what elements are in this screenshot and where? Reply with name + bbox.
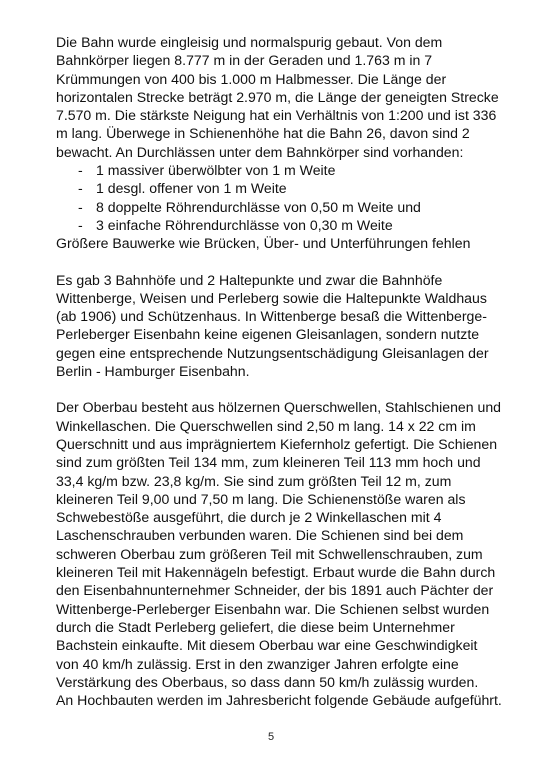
text-line: 33,4 kg/m bzw. 23,8 kg/m. Sie sind zum größten Teil 12 m, zum	[56, 472, 452, 489]
text-line: An Hochbauten werden im Jahresbericht folgende Gebäude aufgeführt.	[56, 692, 502, 709]
page-number: 5	[267, 731, 275, 743]
text-line: Querschnitt und aus imprägniertem Kiefernholz gefertigt. Die Schienen	[56, 435, 498, 452]
list-item	[56, 216, 526, 234]
text-line: bewacht. An Durchlässen unter dem Bahnkörper sind vorhanden:	[56, 143, 464, 160]
document-page	[56, 33, 526, 709]
list-dash: -	[78, 198, 83, 215]
list-item	[56, 198, 526, 216]
text-line: durch die Stadt Perleberg geliefert, die diese beim Unternehmer	[56, 618, 455, 635]
list-item-text: 1 desgl. offener von 1 m Weite	[96, 180, 287, 197]
list-item	[56, 179, 526, 197]
text-line: von 40 km/h zulässig. Erst in den zwanziger Jahren erfolgte eine	[56, 655, 459, 672]
text-line: Die Bahn wurde eingleisig und normalspurig gebaut. Von dem	[56, 34, 443, 50]
text-line: Laschenschrauben verbunden waren. Die Schienen sind bei dem	[56, 527, 464, 544]
text-line: gegen eine entsprechende Nutzungsentschädigung Gleisanlagen der	[56, 344, 489, 361]
text-line: Wittenberge-Perleberger Eisenbahn war. Die Schienen selbst wurden	[56, 600, 490, 617]
text-line: Es gab 3 Bahnhöfe und 2 Haltepunkte und zwar die Bahnhöfe	[56, 271, 443, 288]
text-line: Der Oberbau besteht aus hölzernen Querschwellen, Stahlschienen und	[56, 399, 502, 416]
list-dash: -	[78, 162, 83, 179]
paragraph-gap	[56, 380, 526, 398]
text-line: Winkellaschen. Die Querschwellen sind 2,50 m lang. 14 x 22 cm im	[56, 417, 476, 434]
text-line: (ab 1906) und Schützenhaus. In Wittenberge besaß die Wittenberge-	[56, 308, 487, 325]
list-dash: -	[78, 180, 83, 197]
text-line: Größere Bauwerke wie Brücken, Über- und Unterführungen fehlen	[56, 235, 471, 252]
text-line: kleineren Teil mit Hakennägeln befestigt. Erbaut wurde die Bahn durch	[56, 564, 496, 581]
paragraph-track-details	[56, 33, 526, 161]
list-item-text: 1 massiver überwölbter von 1 m Weite	[96, 162, 336, 179]
list-dash: -	[78, 216, 83, 233]
text-line: sind zum größten Teil 134 mm, zum kleineren Teil 113 mm hoch und	[56, 454, 481, 471]
paragraph-closing	[56, 234, 526, 252]
text-line: Krümmungen von 400 bis 1.000 m Halbmesser. Die Länge der	[56, 70, 447, 87]
list-item-text: 3 einfache Röhrendurchlässe von 0,30 m Weite	[96, 216, 393, 233]
text-line: schweren Oberbau zum größeren Teil mit Schwellenschrauben, zum	[56, 545, 483, 562]
text-line: Verstärkung des Oberbaus, so dass dann 50 km/h zulässig wurden.	[56, 673, 479, 690]
paragraph-stations	[56, 271, 526, 381]
text-line: den Eisenbahnunternehmer Schneider, der bis 1891 auch Pächter der	[56, 582, 494, 599]
paragraph-gap	[56, 253, 526, 271]
paragraph-superstructure	[56, 398, 526, 709]
list-item	[56, 161, 526, 179]
text-line: Berlin - Hamburger Eisenbahn.	[56, 363, 250, 380]
text-line: horizontalen Strecke beträgt 2.970 m, die Länge der geneigten Strecke	[56, 88, 499, 105]
text-line: Bachstein einkaufte. Mit diesem Oberbau war eine Geschwindigkeit	[56, 637, 478, 654]
text-line: Bahnkörper liegen 8.777 m in der Geraden und 1.763 m in 7	[56, 52, 433, 69]
text-line: 7.570 m. Die stärkste Neigung hat ein Verhältnis von 1:200 und ist 336	[56, 107, 497, 124]
culvert-list	[56, 161, 526, 234]
text-line: m lang. Überwege in Schienenhöhe hat die Bahn 26, davon sind 2	[56, 125, 470, 142]
text-line: kleineren Teil 9,00 und 7,50 m lang. Die Schienenstöße waren als	[56, 490, 466, 507]
list-item-text: 8 doppelte Röhrendurchlässe von 0,50 m Weite und	[96, 198, 421, 215]
text-line: Schwebestöße ausgeführt, die durch je 2 Winkellaschen mit 4	[56, 509, 442, 526]
text-line: Wittenberge, Weisen und Perleberg sowie die Haltepunkte Waldhaus	[56, 289, 487, 306]
text-line: Perleberger Eisenbahn keine eigenen Gleisanlagen, sondern nutzte	[56, 326, 480, 343]
